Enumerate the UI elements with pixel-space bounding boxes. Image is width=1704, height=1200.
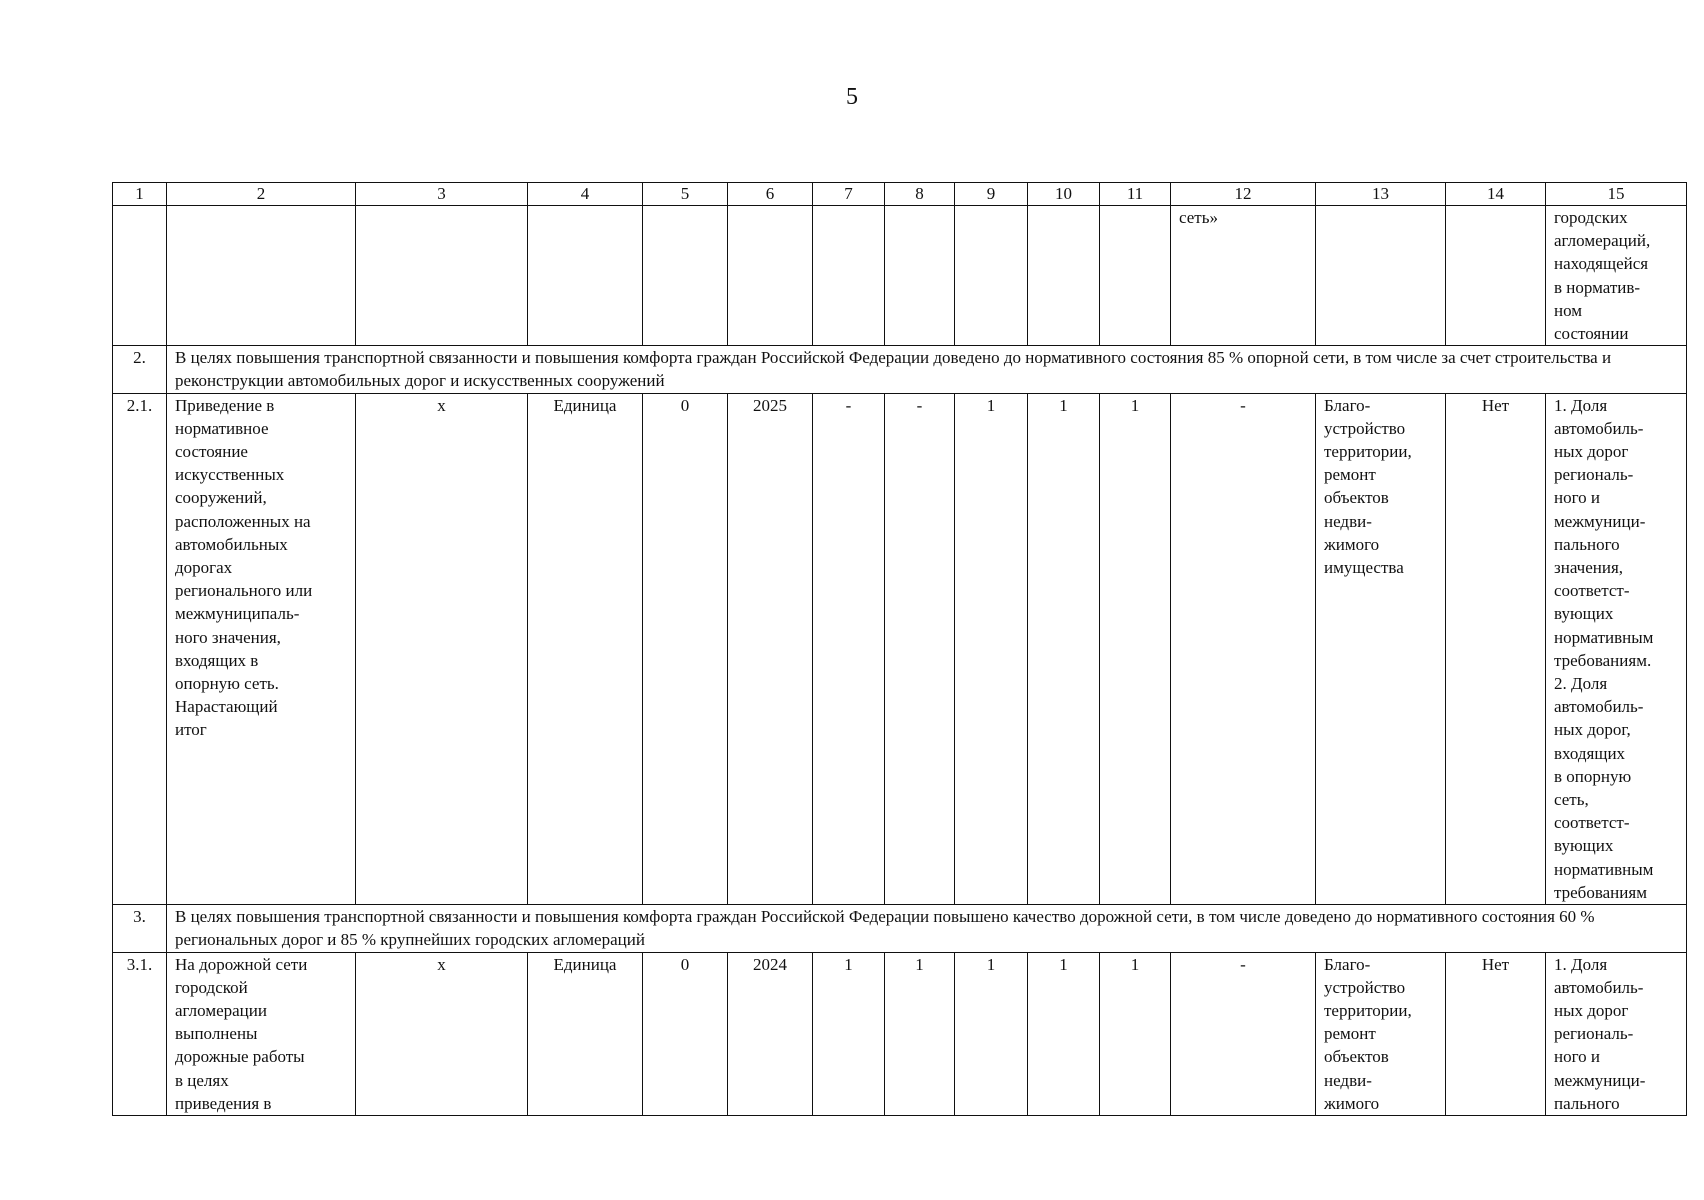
table-cell: - bbox=[885, 393, 955, 904]
table-cell bbox=[643, 206, 728, 346]
table-cell bbox=[1028, 206, 1100, 346]
header-cell: 2 bbox=[167, 183, 356, 206]
table-cell bbox=[1100, 206, 1171, 346]
table-cell: Нет bbox=[1446, 952, 1546, 1115]
unit-cell: Единица bbox=[528, 393, 643, 904]
header-cell: 7 bbox=[813, 183, 885, 206]
unit-cell: Единица bbox=[528, 952, 643, 1115]
table-cell bbox=[113, 206, 167, 346]
page-number: 5 bbox=[846, 84, 858, 110]
section-number: 3. bbox=[113, 905, 167, 952]
header-cell: 9 bbox=[955, 183, 1028, 206]
header-cell: 8 bbox=[885, 183, 955, 206]
table-cell: 1 bbox=[1100, 393, 1171, 904]
header-cell: 12 bbox=[1171, 183, 1316, 206]
table-cell: Нет bbox=[1446, 393, 1546, 904]
indicator-name: На дорожной сети городской агломерации выполнены дорожные работы в целях приведения в bbox=[167, 952, 356, 1115]
table-cell: 1 bbox=[813, 952, 885, 1115]
section-title: В целях повышения транспортной связанности и повышения комфорта граждан Российской Федерации повышено качество дорожной сети, в том числе доведено до нормативного состояния 60 % региональных дорог и 85 % крупнейших городских агломераций bbox=[167, 905, 1687, 952]
table-cell bbox=[955, 206, 1028, 346]
section-row bbox=[113, 346, 1687, 393]
table-cell: х bbox=[356, 952, 528, 1115]
continuation-row bbox=[113, 206, 1687, 346]
section-row bbox=[113, 905, 1687, 952]
header-cell: 5 bbox=[643, 183, 728, 206]
table-cell bbox=[528, 206, 643, 346]
table-row bbox=[113, 952, 1687, 1115]
section-title: В целях повышения транспортной связанности и повышения комфорта граждан Российской Федерации доведено до нормативного состояния 85 % опорной сети, в том числе за счет строительства и реконструкции автомобильных дорог и искусственных сооружений bbox=[167, 346, 1687, 393]
table-cell: 0 bbox=[643, 393, 728, 904]
header-cell: 3 bbox=[356, 183, 528, 206]
year-cell: 2025 bbox=[728, 393, 813, 904]
table-cell: 1. Доля автомобиль- ных дорог региональ- ного и межмуници- пального bbox=[1546, 952, 1687, 1115]
table-cell bbox=[356, 206, 528, 346]
table-cell: 0 bbox=[643, 952, 728, 1115]
table-cell: 1 bbox=[955, 952, 1028, 1115]
row-number: 2.1. bbox=[113, 393, 167, 904]
table-cell: 1 bbox=[1028, 952, 1100, 1115]
header-cell: 11 bbox=[1100, 183, 1171, 206]
header-row bbox=[113, 183, 1687, 206]
header-cell: 13 bbox=[1316, 183, 1446, 206]
table-cell: городских агломераций, находящейся в норматив- ном состоянии bbox=[1546, 206, 1687, 346]
table-cell bbox=[1316, 206, 1446, 346]
table-cell bbox=[1446, 206, 1546, 346]
header-cell: 10 bbox=[1028, 183, 1100, 206]
table-cell: Благо- устройство территории, ремонт объектов недви- жимого имущества bbox=[1316, 393, 1446, 904]
table-cell bbox=[813, 206, 885, 346]
indicators-table bbox=[112, 182, 1687, 1116]
table-row bbox=[113, 393, 1687, 904]
table-cell: Благо- устройство территории, ремонт объектов недви- жимого bbox=[1316, 952, 1446, 1115]
table-cell bbox=[728, 206, 813, 346]
table-cell: х bbox=[356, 393, 528, 904]
section-number: 2. bbox=[113, 346, 167, 393]
table-cell: сеть» bbox=[1171, 206, 1316, 346]
row-number: 3.1. bbox=[113, 952, 167, 1115]
table-cell: 1. Доля автомобиль- ных дорог региональ- ного и межмуници- пального значения, соответст- вующих нормативным требованиям. 2. Доля автомобиль- ных дорог, входящих в опорную сеть, соответст- вующих нормативным требованиям bbox=[1546, 393, 1687, 904]
table-cell: 1 bbox=[885, 952, 955, 1115]
header-cell: 6 bbox=[728, 183, 813, 206]
table-cell bbox=[167, 206, 356, 346]
table-cell: 1 bbox=[1028, 393, 1100, 904]
header-cell: 15 bbox=[1546, 183, 1687, 206]
indicator-name: Приведение в нормативное состояние искусственных сооружений, расположенных на автомобильных дорогах регионального или межмуниципаль- ного значения, входящих в опорную сеть. Нарастающий итог bbox=[167, 393, 356, 904]
header-cell: 14 bbox=[1446, 183, 1546, 206]
table-cell bbox=[885, 206, 955, 346]
table-cell: - bbox=[1171, 952, 1316, 1115]
table-cell: - bbox=[813, 393, 885, 904]
year-cell: 2024 bbox=[728, 952, 813, 1115]
table-cell: 1 bbox=[955, 393, 1028, 904]
header-cell: 4 bbox=[528, 183, 643, 206]
table-cell: 1 bbox=[1100, 952, 1171, 1115]
table-cell: - bbox=[1171, 393, 1316, 904]
header-cell: 1 bbox=[113, 183, 167, 206]
